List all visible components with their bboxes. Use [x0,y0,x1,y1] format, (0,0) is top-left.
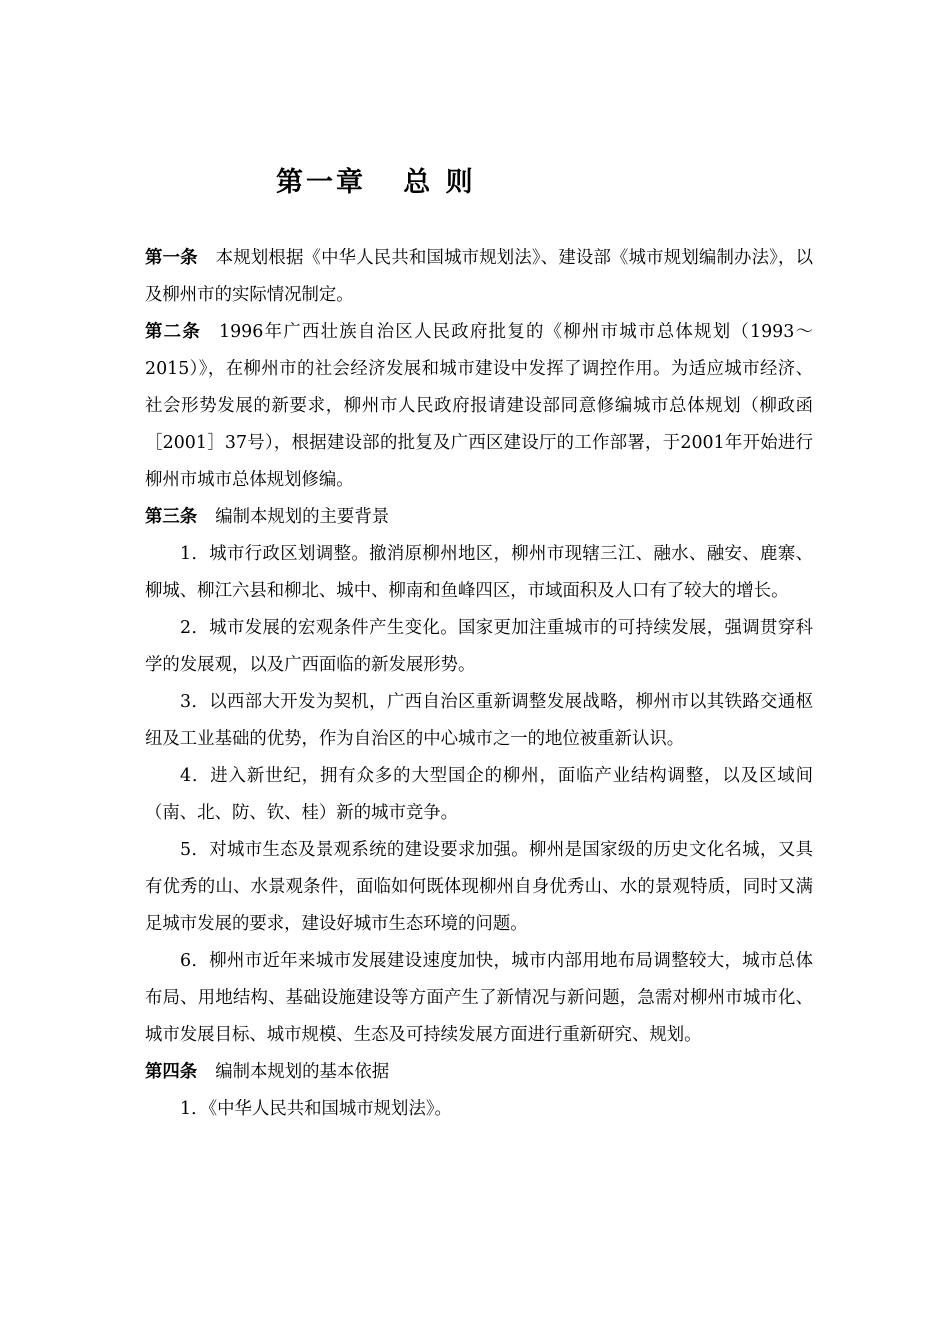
article-4 [145,1054,813,1091]
article-1 [145,240,813,314]
list-item: 1．城市行政区划调整。撤消原柳州地区，柳州市现辖三江、融水、融安、鹿寨、柳城、柳江六县和柳北、城中、柳南和鱼峰四区，市域面积及人口有了较大的增长。 [145,544,813,601]
article-text: 编制本规划的基本依据 [215,1062,390,1082]
document-body [145,240,813,1128]
list-item: 5．对城市生态及景观系统的建设要求加强。柳州是国家级的历史文化名城，又具有优秀的山、水景观条件，面临如何既体现柳州自身优秀山、水的景观特质，同时又满足城市发展的要求，建设好城市生态环境的问题。 [145,840,813,934]
list-item: 3．以西部大开发为契机，广西自治区重新调整发展战略，柳州市以其铁路交通枢纽及工业基础的优势，作为自治区的中心城市之一的地位被重新认识。 [145,692,813,749]
article-text: 本规划根据《中华人民共和国城市规划法》、建设部《城市规划编制办法》，以及柳州市的实际情况制定。 [145,248,813,305]
article-label: 第三条 [145,507,198,527]
list-item: 1．《中华人民共和国城市规划法》。 [180,1099,452,1119]
article-label: 第四条 [145,1062,198,1082]
chapter-title: 第一章 总 则 [276,167,476,198]
article-2 [145,314,813,499]
article-3 [145,499,813,536]
list-item: 2．城市发展的宏观条件产生变化。国家更加注重城市的可持续发展，强调贯穿科学的发展观，以及广西面临的新发展形势。 [145,618,813,675]
article-label: 第二条 [145,322,202,342]
list-item: 6．柳州市近年来城市发展建设速度加快，城市内部用地布局调整较大，城市总体布局、用地结构、基础设施建设等方面产生了新情况与新问题，急需对柳州市城市化、城市发展目标、城市规模、生态及可持续发展方面进行重新研究、规划。 [145,951,813,1045]
article-label: 第一条 [145,248,198,268]
article-text: 编制本规划的主要背景 [215,507,390,527]
list-item: 4．进入新世纪，拥有众多的大型国企的柳州，面临产业结构调整，以及区域间（南、北、防、钦、桂）新的城市竞争。 [145,766,813,823]
article-text: 1996年广西壮族自治区人民政府批复的《柳州市城市总体规划（1993～2015）》，在柳州市的社会经济发展和城市建设中发挥了调控作用。为适应城市经济、社会形势发展的新要求，柳州市人民政府报请建设部同意修编城市总体规划（柳政函［2001］37号），根据建设部的批复及广西区建设厅的工作部署，于2001年开始进行柳州市城市总体规划修编。 [145,322,813,490]
